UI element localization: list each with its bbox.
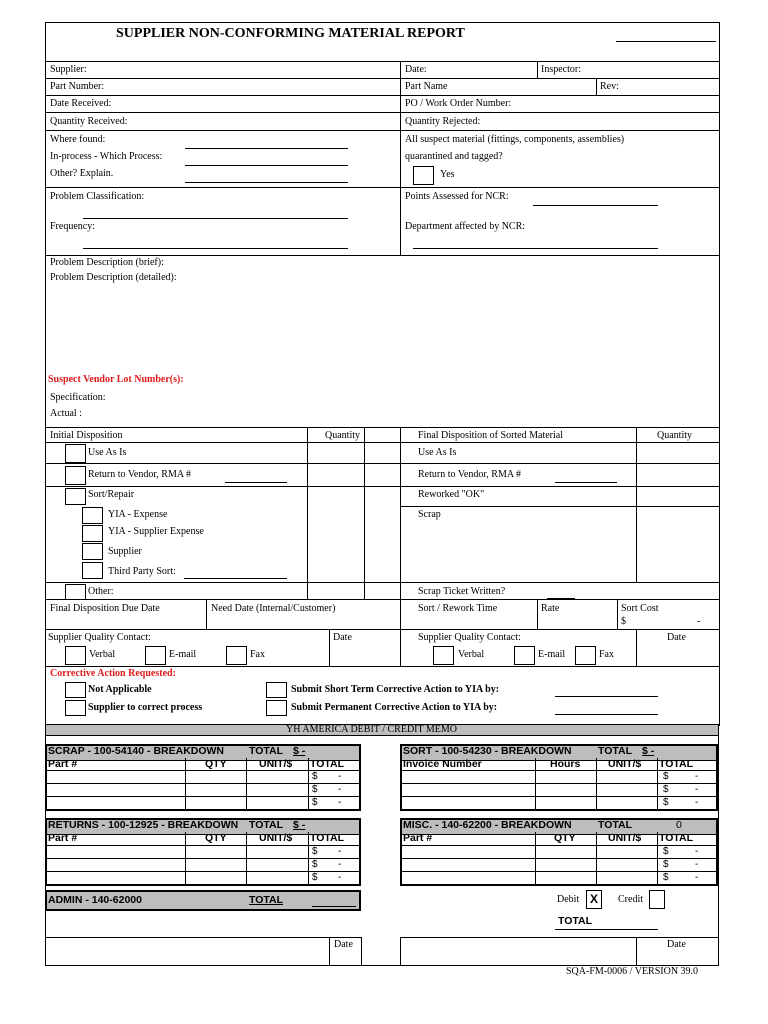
short-term-date-field[interactable] (555, 696, 658, 697)
yes-label: Yes (440, 169, 455, 180)
returns-total-value: $ - (293, 819, 306, 831)
department-affected-field[interactable] (413, 248, 658, 249)
part-number-label: Part Number: (50, 81, 105, 92)
debit-label: Debit (557, 894, 580, 905)
suspect-lot-label: Suspect Vendor Lot Number(s): (48, 374, 184, 385)
returns-col-part: Part # (48, 832, 78, 844)
email-left-checkbox[interactable] (145, 646, 166, 665)
debit-checkbox[interactable] (586, 890, 602, 909)
misc-row1-dash: - (695, 846, 699, 857)
returns-row1-dash: - (338, 846, 342, 857)
verbal-left-checkbox[interactable] (65, 646, 86, 665)
yia-supplier-expense-label: YIA - Supplier Expense (108, 526, 204, 537)
misc-row2-dollar: $ (663, 859, 669, 870)
sort-row1-dollar: $ (663, 771, 669, 782)
short-term-checkbox[interactable] (266, 682, 287, 698)
verbal-right-label: Verbal (458, 649, 485, 660)
memo-title: YH AMERICA DEBIT / CREDIT MEMO (286, 724, 458, 735)
return-vendor-label: Return to Vendor, RMA # (88, 469, 192, 480)
quantity-left-label: Quantity (325, 430, 360, 441)
admin-total-field[interactable] (312, 906, 356, 907)
scrap-row2-dollar: $ (312, 784, 318, 795)
email-right-label: E-mail (538, 649, 566, 660)
date-label: Date: (405, 64, 427, 75)
returns-row2-dash: - (338, 859, 342, 870)
yia-expense-label: YIA - Expense (108, 509, 168, 520)
verbal-left-label: Verbal (89, 649, 116, 660)
memo-date-right: Date (667, 939, 686, 950)
frequency-field[interactable] (83, 248, 348, 249)
return-vendor-checkbox[interactable] (65, 466, 86, 485)
returns-total-label: TOTAL (249, 819, 284, 831)
sort-col-total: TOTAL (659, 758, 694, 770)
scrap-row1-dollar: $ (312, 771, 318, 782)
sort-rework-time-label: Sort / Rework Time (418, 603, 498, 614)
misc-col-qty: QTY (554, 832, 576, 844)
misc-total-value: 0 (676, 819, 682, 831)
problem-classification-field[interactable] (83, 218, 348, 219)
sort-row2-dollar: $ (663, 784, 669, 795)
permanent-date-field[interactable] (555, 714, 658, 715)
third-party-field[interactable] (184, 578, 287, 579)
need-date-label: Need Date (Internal/Customer) (211, 603, 336, 614)
misc-row2-dash: - (695, 859, 699, 870)
misc-title: MISC. - 140-62200 - BREAKDOWN (403, 819, 572, 831)
credit-checkbox[interactable] (649, 890, 665, 909)
misc-col-unit: UNIT/$ (608, 832, 642, 844)
yes-checkbox[interactable] (413, 166, 434, 185)
scrap-col-total: TOTAL (310, 758, 345, 770)
not-applicable-label: Not Applicable (88, 684, 152, 695)
supplier-checkbox[interactable] (82, 543, 103, 560)
fax-right-checkbox[interactable] (575, 646, 596, 665)
sort-repair-checkbox[interactable] (65, 488, 86, 505)
return-vendor-right-label: Return to Vendor, RMA # (418, 469, 522, 480)
misc-total-label: TOTAL (598, 819, 633, 831)
debit-check-mark: X (589, 892, 598, 906)
returns-col-total: TOTAL (310, 832, 345, 844)
sort-col-hours: Hours (550, 758, 581, 770)
problem-detailed-label: Problem Description (detailed): (50, 272, 177, 283)
corrective-heading: Corrective Action Requested: (50, 668, 176, 679)
problem-classification-label: Problem Classification: (50, 191, 145, 202)
scrap-col-part: Part # (48, 758, 78, 770)
date-received-label: Date Received: (50, 98, 112, 109)
final-due-date-label: Final Disposition Due Date (50, 603, 160, 614)
scrap-row1-dash: - (338, 771, 342, 782)
department-affected-label: Department affected by NCR: (405, 221, 526, 232)
not-applicable-checkbox[interactable] (65, 682, 86, 698)
third-party-checkbox[interactable] (82, 562, 103, 579)
sort-row3-dash: - (695, 797, 699, 808)
in-process-label: In-process - Which Process: (50, 151, 163, 162)
email-right-checkbox[interactable] (514, 646, 535, 665)
yia-supplier-expense-checkbox[interactable] (82, 525, 103, 542)
sort-row3-dollar: $ (663, 797, 669, 808)
misc-row3-dollar: $ (663, 872, 669, 883)
suspect-material-text-1: All suspect material (fittings, components, assemblies) (405, 134, 625, 145)
scrap-title: SCRAP - 100-54140 - BREAKDOWN (48, 745, 225, 757)
rate-label: Rate (541, 603, 560, 614)
scrap-row3-dollar: $ (312, 797, 318, 808)
sort-col-invoice: Invoice Number (403, 758, 482, 770)
misc-row3-dash: - (695, 872, 699, 883)
supplier-correct-checkbox[interactable] (65, 700, 86, 716)
in-process-field[interactable] (185, 165, 348, 166)
bottom-total-underline (555, 929, 658, 930)
misc-col-part: Part # (403, 832, 433, 844)
sort-cost-label: Sort Cost (621, 603, 659, 614)
other-explain-label: Other? Explain. (50, 168, 114, 179)
use-as-is-checkbox[interactable] (65, 444, 86, 463)
po-number-label: PO / Work Order Number: (405, 98, 512, 109)
supplier-label: Supplier: (50, 64, 87, 75)
problem-brief-label: Problem Description (brief): (50, 257, 164, 268)
sort-title: SORT - 100-54230 - BREAKDOWN (403, 745, 572, 757)
scrap-row2-dash: - (338, 784, 342, 795)
other-checkbox[interactable] (65, 584, 86, 600)
returns-col-qty: QTY (205, 832, 227, 844)
yia-expense-checkbox[interactable] (82, 507, 103, 524)
qty-received-label: Quantity Received: (50, 116, 128, 127)
fax-left-label: Fax (250, 649, 265, 660)
verbal-right-checkbox[interactable] (433, 646, 454, 665)
sort-cost-dash: - (697, 616, 701, 627)
sort-repair-label: Sort/Repair (88, 489, 135, 500)
returns-row3-dash: - (338, 872, 342, 883)
rma-field-left[interactable] (225, 482, 287, 483)
where-found-label: Where found: (50, 134, 106, 145)
returns-title: RETURNS - 100-12925 - BREAKDOWN (48, 819, 239, 831)
permanent-label: Submit Permanent Corrective Action to YIA by: (291, 702, 498, 713)
sqc-left-label: Supplier Quality Contact: (48, 632, 151, 643)
page-title: SUPPLIER NON-CONFORMING MATERIAL REPORT (116, 26, 465, 41)
scrap-col-unit: UNIT/$ (259, 758, 293, 770)
quantity-right-label: Quantity (657, 430, 692, 441)
scrap-total-label: TOTAL (249, 745, 284, 757)
returns-row3-dollar: $ (312, 872, 318, 883)
sort-col-unit: UNIT/$ (608, 758, 642, 770)
where-found-field[interactable] (185, 148, 348, 149)
scrap-ticket-field[interactable] (547, 598, 575, 599)
use-as-is-right-label: Use As Is (418, 447, 457, 458)
points-assessed-label: Points Assessed for NCR: (405, 191, 509, 202)
misc-row1-dollar: $ (663, 846, 669, 857)
inspector-label: Inspector: (541, 64, 581, 75)
sqc-right-label: Supplier Quality Contact: (418, 632, 521, 643)
scrap-row3-dash: - (338, 797, 342, 808)
scrap-label: Scrap (418, 509, 441, 520)
admin-total-label: TOTAL (249, 894, 284, 906)
contact-date-right: Date (667, 632, 686, 643)
title-underline (616, 41, 716, 42)
reworked-ok-label: Reworked "OK" (418, 489, 485, 500)
other-explain-field[interactable] (185, 182, 348, 183)
rma-field-right[interactable] (555, 482, 617, 483)
returns-col-unit: UNIT/$ (259, 832, 293, 844)
short-term-label: Submit Short Term Corrective Action to YIA by: (291, 684, 500, 695)
returns-row1-dollar: $ (312, 846, 318, 857)
sort-total-value: $ - (642, 745, 655, 757)
scrap-ticket-label: Scrap Ticket Written? (418, 586, 506, 597)
suspect-material-text-2: quarantined and tagged? (405, 151, 503, 162)
actual-label: Actual : (50, 408, 82, 419)
scrap-total-value: $ - (293, 745, 306, 757)
sort-row1-dash: - (695, 771, 699, 782)
bottom-total-label: TOTAL (558, 915, 593, 927)
scrap-col-qty: QTY (205, 758, 227, 770)
returns-row2-dollar: $ (312, 859, 318, 870)
third-party-label: Third Party Sort: (108, 566, 176, 577)
supplier-correct-label: Supplier to correct process (88, 702, 203, 713)
points-assessed-field[interactable] (533, 205, 658, 206)
specification-label: Specification: (50, 392, 106, 403)
contact-date-left: Date (333, 632, 352, 643)
part-name-label: Part Name (405, 81, 448, 92)
use-as-is-label: Use As Is (88, 447, 127, 458)
other-label: Other: (88, 586, 114, 597)
fax-left-checkbox[interactable] (226, 646, 247, 665)
sort-cost-dollar: $ (621, 616, 626, 627)
permanent-checkbox[interactable] (266, 700, 287, 716)
frequency-label: Frequency: (50, 221, 95, 232)
form-id: SQA-FM-0006 / VERSION 39.0 (566, 966, 699, 977)
qty-rejected-label: Quantity Rejected: (405, 116, 481, 127)
rev-label: Rev: (600, 81, 619, 92)
sort-row2-dash: - (695, 784, 699, 795)
admin-title: ADMIN - 140-62000 (48, 894, 142, 906)
final-disposition-label: Final Disposition of Sorted Material (418, 430, 563, 441)
fax-right-label: Fax (599, 649, 614, 660)
memo-date-left: Date (334, 939, 353, 950)
supplier-sort-label: Supplier (108, 546, 142, 557)
sort-total-label: TOTAL (598, 745, 633, 757)
misc-col-total: TOTAL (659, 832, 694, 844)
credit-label: Credit (618, 894, 643, 905)
email-left-label: E-mail (169, 649, 197, 660)
initial-disposition-label: Initial Disposition (50, 430, 123, 441)
